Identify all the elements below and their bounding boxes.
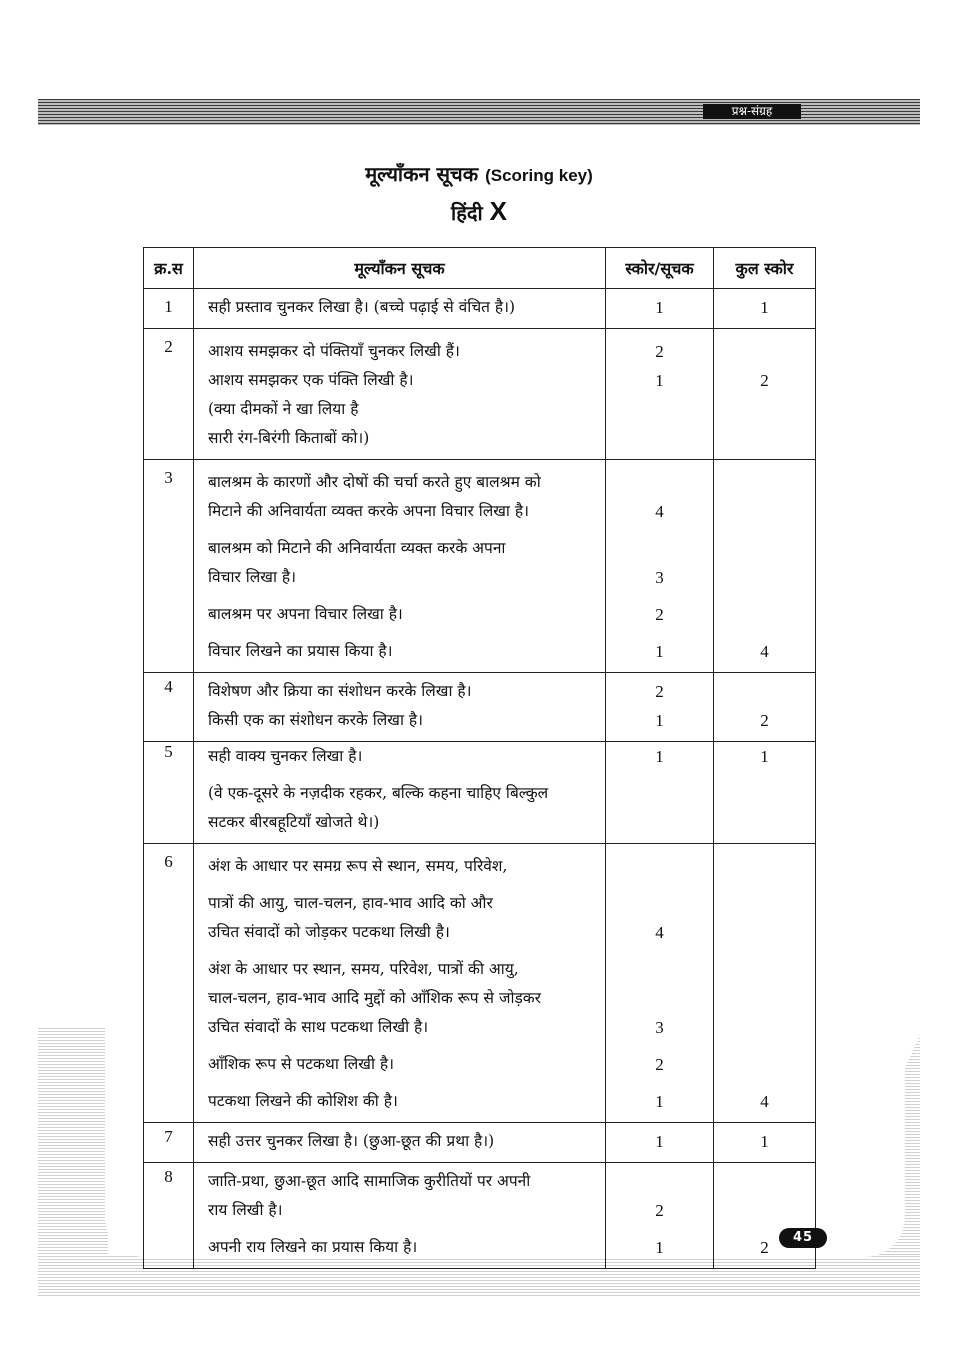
score-cell [606,673,714,742]
total-cell [714,844,816,1123]
total-cell [714,1163,816,1269]
table-row [144,289,816,329]
scoring-table [143,247,816,1269]
indicator-line: सही वाक्य चुनकर लिखा है। [208,747,363,765]
total-value: 4 [760,1092,769,1111]
indicator-line: बालश्रम के कारणों और दोषों की चर्चा करते हुए बालश्रम को [208,473,541,491]
indicator-line: आँशिक रूप से पटकथा लिखी है। [208,1055,395,1073]
table-row [144,460,816,673]
header-serial: क्र.स [144,248,194,289]
total-value: 4 [760,642,769,661]
serial-cell: 4 [144,673,194,742]
total-value: 1 [760,298,769,317]
indicator-line: (क्या दीमकों ने खा लिया है [208,400,359,418]
score-value: 1 [655,371,664,390]
indicator-cell [194,673,606,742]
title-hindi: मूल्याँकन सूचक [365,162,479,186]
indicator-line: विचार लिखने का प्रयास किया है। [208,642,393,660]
score-cell [606,844,714,1123]
indicator-line: आशय समझकर दो पंक्तियाँ चुनकर लिखी हैं। [208,342,460,360]
indicator-line: अंश के आधार पर समग्र रूप से स्थान, समय, परिवेश, [208,857,508,875]
score-value: 3 [655,1018,664,1037]
score-value: 1 [655,1132,664,1151]
page-title [0,160,958,187]
total-value: 2 [760,1238,769,1257]
decorative-stripes-left [38,1028,108,1268]
total-value: 2 [760,711,769,730]
table-row [144,742,816,844]
indicator-line: उचित संवादों को जोड़कर पटकथा लिखी है। [208,923,450,941]
score-cell [606,1123,714,1163]
indicator-cell [194,289,606,329]
table-row [144,1123,816,1163]
score-cell [606,460,714,673]
table-row [144,329,816,460]
score-value: 4 [655,923,664,942]
score-cell [606,289,714,329]
indicator-cell [194,1163,606,1269]
score-value: 2 [655,342,664,361]
score-value: 1 [655,747,664,766]
score-value: 4 [655,502,664,521]
indicator-line: सटकर बीरबहूटियाँ खोजते थे।) [208,813,380,831]
total-cell [714,1123,816,1163]
serial-cell: 2 [144,329,194,460]
indicator-cell [194,844,606,1123]
subtitle-hindi: हिंदी [451,201,483,225]
serial-cell: 5 [144,742,194,844]
indicator-line: (वे एक-दूसरे के नज़दीक रहकर, बल्कि कहना चाहिए बिल्कुल [208,784,549,802]
total-value: 1 [760,747,769,766]
page-number: 45 [779,1228,827,1248]
serial-cell: 6 [144,844,194,1123]
score-value: 1 [655,298,664,317]
total-value: 1 [760,1132,769,1151]
indicator-line: बालश्रम को मिटाने की अनिवार्यता व्यक्त करके अपना [208,539,506,557]
indicator-line: आशय समझकर एक पंक्ति लिखी है। [208,371,414,389]
score-cell [606,1163,714,1269]
indicator-line: राय लिखी है। [208,1201,283,1219]
total-cell [714,329,816,460]
total-cell [714,742,816,844]
page-subtitle [0,196,958,227]
indicator-line: अंश के आधार पर स्थान, समय, परिवेश, पात्रों की आयु, [208,960,519,978]
total-cell [714,673,816,742]
indicator-line: सही प्रस्ताव चुनकर लिखा है। (बच्चे पढ़ाई से वंचित है।) [208,298,516,316]
score-cell [606,329,714,460]
table-header-row [144,248,816,289]
table-row [144,844,816,1123]
score-value: 1 [655,1092,664,1111]
serial-cell: 1 [144,289,194,329]
indicator-line: उचित संवादों के साथ पटकथा लिखी है। [208,1018,429,1036]
serial-cell: 7 [144,1123,194,1163]
subtitle-class: X [489,196,507,226]
indicator-line: पात्रों की आयु, चाल-चलन, हाव-भाव आदि को और [208,894,493,912]
indicator-cell [194,742,606,844]
score-cell [606,742,714,844]
indicator-line: किसी एक का संशोधन करके लिखा है। [208,711,424,729]
indicator-line: पटकथा लिखने की कोशिश की है। [208,1092,398,1110]
score-value: 1 [655,1238,664,1257]
title-english: (Scoring key) [485,166,593,185]
indicator-line: बालश्रम पर अपना विचार लिखा है। [208,605,403,623]
indicator-line: विचार लिखा है। [208,568,297,586]
indicator-cell [194,460,606,673]
score-value: 1 [655,642,664,661]
indicator-line: जाति-प्रथा, छुआ-छूत आदि सामाजिक कुरीतियों पर अपनी [208,1172,531,1190]
score-value: 2 [655,605,664,624]
header-score-per-indicator: स्कोर/सूचक [606,248,714,289]
indicator-cell [194,329,606,460]
table-row [144,1163,816,1269]
score-value: 1 [655,711,664,730]
indicator-line: विशेषण और क्रिया का संशोधन करके लिखा है। [208,682,472,700]
total-cell [714,460,816,673]
score-value: 2 [655,682,664,701]
total-value: 2 [760,371,769,390]
header-indicator: मूल्याँकन सूचक [194,248,606,289]
indicator-line: सही उत्तर चुनकर लिखा है। (छुआ-छूत की प्रथा है।) [208,1132,495,1150]
section-label: प्रश्न-संग्रह [703,104,801,119]
header-total-score: कुल स्कोर [714,248,816,289]
indicator-line: सारी रंग-बिरंगी किताबों को।) [208,429,370,447]
indicator-line: मिटाने की अनिवार्यता व्यक्त करके अपना विचार लिखा है। [208,502,529,520]
score-value: 3 [655,568,664,587]
indicator-line: अपनी राय लिखने का प्रयास किया है। [208,1238,418,1256]
indicator-cell [194,1123,606,1163]
score-value: 2 [655,1055,664,1074]
total-cell [714,289,816,329]
serial-cell: 3 [144,460,194,673]
table-row [144,673,816,742]
indicator-line: चाल-चलन, हाव-भाव आदि मुद्दों को आँशिक रूप से जोड़कर [208,989,541,1007]
score-value: 2 [655,1201,664,1220]
serial-cell: 8 [144,1163,194,1269]
